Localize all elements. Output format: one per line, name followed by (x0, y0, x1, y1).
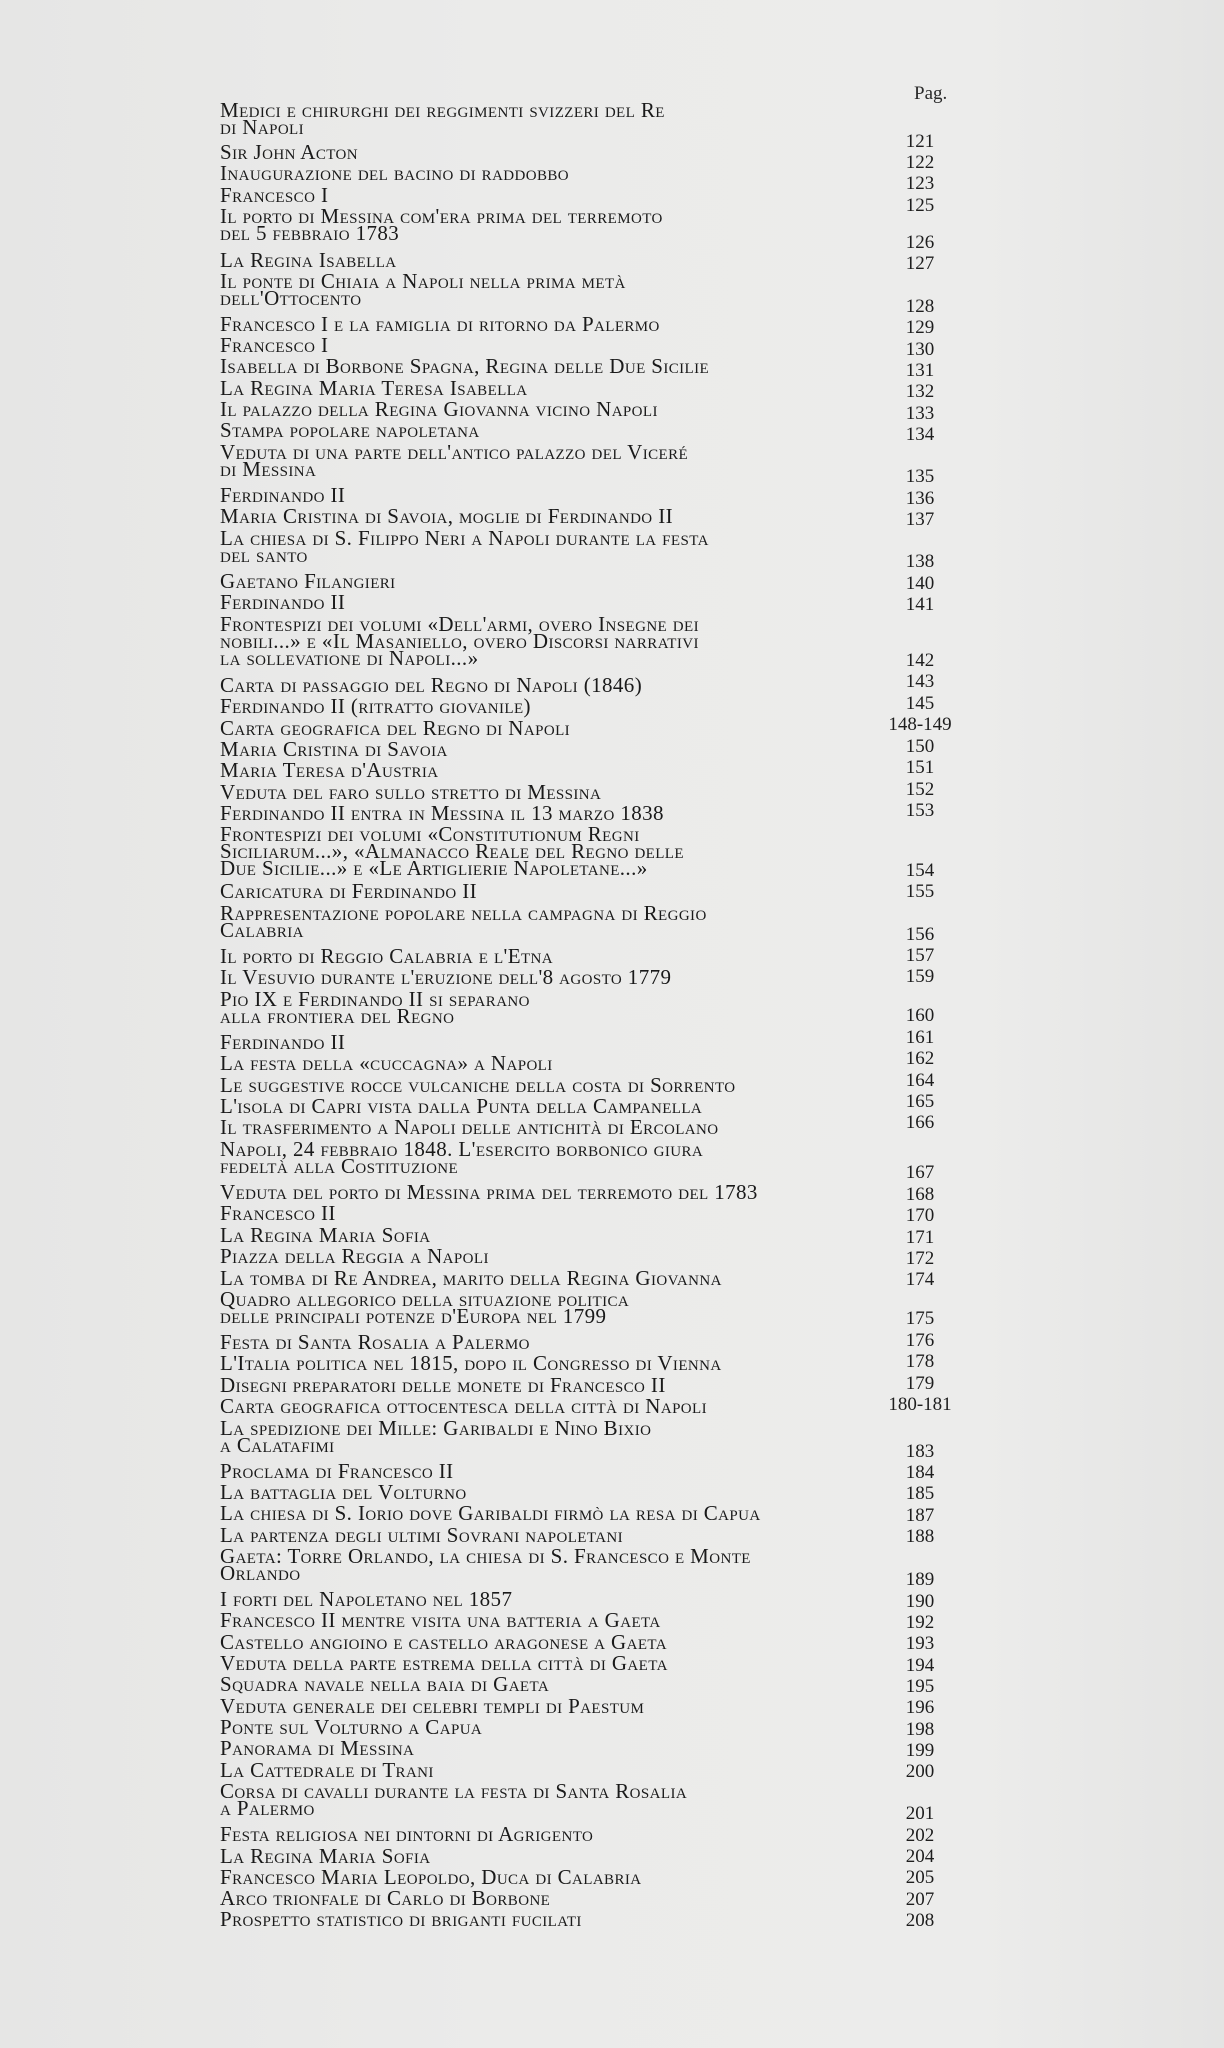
toc-entry-page-number: 157 (905, 945, 935, 966)
toc-entry-page-number: 137 (905, 509, 935, 530)
toc-entry-title: L'Italia politica nel 1815, dopo il Congresso di Vienna (220, 1351, 722, 1375)
toc-entry-page-number: 150 (905, 736, 935, 757)
toc-entry-page-number: 165 (905, 1091, 935, 1112)
toc-entry-title: Il porto di Messina com'era prima del terremoto del 5 febbraio 1783 (220, 204, 663, 245)
toc-entry-title: Gaeta: Torre Orlando, la chiesa di S. Francesco e Monte Orlando (220, 1544, 751, 1585)
toc-entry-page-number: 179 (905, 1373, 935, 1394)
toc-entry-title: Gaetano Filangieri (220, 569, 396, 593)
toc-entry-page-number: 204 (905, 1846, 935, 1867)
toc-entry-page-number: 140 (905, 573, 935, 594)
toc-entry-page-number: 142 (905, 650, 935, 671)
toc-entry-title: Sir John Acton (220, 140, 359, 164)
toc-entry-title: Carta geografica ottocentesca della città di Napoli (220, 1394, 708, 1418)
toc-entry-page-number: 136 (905, 488, 935, 509)
toc-entry-page-number: 131 (905, 360, 935, 381)
toc-entry-page-number: 185 (905, 1483, 935, 1504)
page-column-heading: Pag. (914, 83, 948, 104)
toc-entry-title: Prospetto statistico di briganti fucilati (220, 1907, 582, 1931)
toc-entry-page-number: 129 (905, 317, 935, 338)
toc-entry-page-number: 127 (905, 253, 935, 274)
toc-entry-title: Veduta generale dei celebri templi di Paestum (220, 1694, 645, 1718)
toc-entry-page-number: 159 (905, 966, 935, 987)
toc-entry-title: Maria Cristina di Savoia, moglie di Ferdinando II (220, 504, 673, 528)
toc-entry-page-number: 134 (905, 424, 935, 445)
toc-entry-page-number: 132 (905, 381, 935, 402)
toc-entry-page-number: 198 (905, 1719, 935, 1740)
toc-entry-page-number: 153 (905, 800, 935, 821)
toc-entry-page-number: 128 (905, 296, 935, 317)
toc-entry-page-number: 172 (905, 1248, 935, 1269)
toc-entry-page-number: 199 (905, 1740, 935, 1761)
toc-entry-page-number: 148-149 (888, 714, 952, 735)
toc-entry-page-number: 188 (905, 1526, 935, 1547)
toc-entry-page-number: 200 (905, 1761, 935, 1782)
toc-entry-page-number: 123 (905, 173, 935, 194)
toc-entry-page-number: 196 (905, 1697, 935, 1718)
toc-entry-title: Le suggestive rocce vulcaniche della costa di Sorrento (220, 1073, 736, 1097)
toc-entry-title: Festa religiosa nei dintorni di Agrigento (220, 1822, 594, 1846)
toc-entry-page-number: 166 (905, 1112, 935, 1133)
toc-entry-title: L'isola di Capri vista dalla Punta della Campanella (220, 1094, 703, 1118)
toc-entry-page-number: 160 (905, 1005, 935, 1026)
toc-entry-page-number: 168 (905, 1184, 935, 1205)
toc-entry-page-number: 133 (905, 403, 935, 424)
toc-entry-title: Francesco Maria Leopoldo, Duca di Calabria (220, 1865, 642, 1889)
toc-entry-title: Ferdinando II entra in Messina il 13 marzo 1838 (220, 801, 664, 825)
toc-entry-page-number: 143 (905, 671, 935, 692)
toc-entry-page-number: 171 (905, 1227, 935, 1248)
toc-entry-page-number: 195 (905, 1676, 935, 1697)
toc-entry-page-number: 192 (905, 1612, 935, 1633)
toc-entry-title: Veduta della parte estrema della città di Gaeta (220, 1651, 668, 1675)
toc-entry-title: Ferdinando II (220, 483, 346, 507)
toc-entry-title: Il porto di Reggio Calabria e l'Etna (220, 944, 553, 968)
toc-entry-title: Disegni preparatori delle monete di Francesco II (220, 1373, 666, 1397)
toc-entry-page-number: 183 (905, 1441, 935, 1462)
toc-entry-page-number: 141 (905, 594, 935, 615)
toc-entry-title: Panorama di Messina (220, 1736, 415, 1760)
toc-entry-title: Piazza della Reggia a Napoli (220, 1244, 489, 1268)
toc-entry-title: La Regina Maria Sofia (220, 1223, 431, 1247)
toc-entry-page-number: 193 (905, 1633, 935, 1654)
toc-entry-page-number: 122 (905, 152, 935, 173)
toc-entry-title: Carta geografica del Regno di Napoli (220, 716, 571, 740)
toc-entry-page-number: 162 (905, 1048, 935, 1069)
toc-entry-page-number: 176 (905, 1330, 935, 1351)
toc-entry-page-number: 190 (905, 1591, 935, 1612)
toc-entry-page-number: 170 (905, 1205, 935, 1226)
toc-entry-title: Francesco II mentre visita una batteria a Gaeta (220, 1608, 661, 1632)
toc-entry-title: Francesco I (220, 333, 329, 357)
toc-entry-title: Medici e chirurghi dei reggimenti svizzeri del Re di Napoli (220, 98, 665, 139)
toc-entry-page-number: 187 (905, 1505, 935, 1526)
toc-entry-page-number: 121 (905, 131, 935, 152)
toc-entry-title: La festa della «cuccagna» a Napoli (220, 1051, 553, 1075)
toc-entry-page-number: 145 (905, 693, 935, 714)
toc-entry-title: Maria Teresa d'Austria (220, 758, 439, 782)
toc-entry-title: La partenza degli ultimi Sovrani napoletani (220, 1523, 624, 1547)
toc-entry-title: Arco trionfale di Carlo di Borbone (220, 1886, 551, 1910)
toc-entry-title: Francesco II (220, 1201, 336, 1225)
toc-entry-page-number: 156 (905, 924, 935, 945)
toc-entry-title: Isabella di Borbone Spagna, Regina delle Due Sicilie (220, 354, 710, 378)
toc-entry-title: Frontespizi dei volumi «Dell'armi, overo Insegne dei nobili...» e «Il Masaniello, overo Discorsi narrativi la sollevatione di Napoli...» (220, 612, 699, 670)
toc-entry-page-number: 207 (905, 1889, 935, 1910)
toc-entry-page-number: 180-181 (888, 1394, 952, 1415)
toc-entry-title: Il Vesuvio durante l'eruzione dell'8 agosto 1779 (220, 965, 672, 989)
toc-entry-title: Ferdinando II (ritratto giovanile) (220, 694, 531, 718)
toc-entry-title: Frontespizi dei volumi «Constitutionum Regni Siciliarum...», «Almanacco Reale del Regno delle Due Sicilie...» e «Le Artiglierie Napoletane...» (220, 822, 684, 880)
toc-entry-title: I forti del Napoletano nel 1857 (220, 1587, 513, 1611)
toc-entry-title: Castello angioino e castello aragonese a Gaeta (220, 1630, 667, 1654)
toc-entry-title: Festa di Santa Rosalia a Palermo (220, 1330, 530, 1354)
toc-entry-title: Carta di passaggio del Regno di Napoli (1846) (220, 673, 643, 697)
toc-entry-page-number: 208 (905, 1910, 935, 1931)
toc-entry-title: Ponte sul Volturno a Capua (220, 1715, 483, 1739)
toc-entry-page-number: 125 (905, 195, 935, 216)
toc-entry-page-number: 135 (905, 466, 935, 487)
toc-entry-page-number: 164 (905, 1070, 935, 1091)
toc-entry-title: Veduta del faro sullo stretto di Messina (220, 780, 602, 804)
toc-entry-page-number: 205 (905, 1867, 935, 1888)
toc-entry-title: La spedizione dei Mille: Garibaldi e Nino Bixio a Calatafimi (220, 1416, 652, 1457)
toc-entry-page-number: 161 (905, 1027, 935, 1048)
toc-entry-page-number: 126 (905, 232, 935, 253)
toc-entry-title: Corsa di cavalli durante la festa di Santa Rosalia a Palermo (220, 1779, 688, 1820)
toc-entry-page-number: 201 (905, 1803, 935, 1824)
toc-entry-page-number: 152 (905, 779, 935, 800)
toc-entry-title: La Regina Maria Teresa Isabella (220, 376, 528, 400)
toc-entry-title: Stampa popolare napoletana (220, 418, 480, 442)
toc-entry-page-number: 174 (905, 1269, 935, 1290)
toc-entry-title: Francesco I e la famiglia di ritorno da Palermo (220, 312, 660, 336)
toc-entry-title: Francesco I (220, 183, 329, 207)
toc-entry-page-number: 167 (905, 1162, 935, 1183)
toc-entry-title: Veduta di una parte dell'antico palazzo del Viceré di Messina (220, 440, 689, 481)
toc-entry-title: La Regina Isabella (220, 248, 397, 272)
toc-entry-title: Caricatura di Ferdinando II (220, 879, 478, 903)
toc-entry-page-number: 194 (905, 1655, 935, 1676)
toc-entry-title: Ferdinando II (220, 1030, 346, 1054)
toc-entry-title: La chiesa di S. Iorio dove Garibaldi firmò la resa di Capua (220, 1501, 761, 1525)
toc-entry-title: Inaugurazione del bacino di raddobbo (220, 161, 570, 185)
toc-entry-title: La chiesa di S. Filippo Neri a Napoli durante la festa del santo (220, 526, 709, 567)
toc-entry-title: Rappresentazione popolare nella campagna di Reggio Calabria (220, 901, 707, 942)
toc-entry-title: La battaglia del Volturno (220, 1480, 467, 1504)
toc-entry-title: Pio IX e Ferdinando II si separano alla frontiera del Regno (220, 987, 530, 1028)
toc-entry-title: La Regina Maria Sofia (220, 1844, 431, 1868)
toc-entry-page-number: 151 (905, 757, 935, 778)
toc-entry-title: Napoli, 24 febbraio 1848. L'esercito borbonico giura fedeltà alla Costituzione (220, 1137, 704, 1178)
toc-entry-page-number: 138 (905, 551, 935, 572)
toc-entry-page-number: 155 (905, 881, 935, 902)
toc-entry-title: Quadro allegorico della situazione politica delle principali potenze d'Europa nel 1799 (220, 1287, 630, 1328)
toc-entry-page-number: 130 (905, 339, 935, 360)
toc-entry-title: Veduta del porto di Messina prima del terremoto del 1783 (220, 1180, 758, 1204)
toc-entry-title: La Cattedrale di Trani (220, 1758, 434, 1782)
toc-entry-page-number: 154 (905, 860, 935, 881)
toc-entry-title: Ferdinando II (220, 590, 346, 614)
toc-entry-page-number: 202 (905, 1825, 935, 1846)
toc-entry-title: Squadra navale nella baia di Gaeta (220, 1672, 550, 1696)
toc-entry-title: La tomba di Re Andrea, marito della Regina Giovanna (220, 1266, 722, 1290)
toc-entry-title: Proclama di Francesco II (220, 1459, 454, 1483)
toc-entry-title: Il trasferimento a Napoli delle antichità di Ercolano (220, 1115, 719, 1139)
toc-entry-title: Il palazzo della Regina Giovanna vicino Napoli (220, 397, 658, 421)
toc-entry-title: Maria Cristina di Savoia (220, 737, 448, 761)
toc-entry-page-number: 184 (905, 1462, 935, 1483)
toc-entry-title: Il ponte di Chiaia a Napoli nella prima metà dell'Ottocento (220, 269, 626, 310)
toc-entry-page-number: 175 (905, 1308, 935, 1329)
toc-entry-page-number: 189 (905, 1569, 935, 1590)
toc-entry-page-number: 178 (905, 1351, 935, 1372)
